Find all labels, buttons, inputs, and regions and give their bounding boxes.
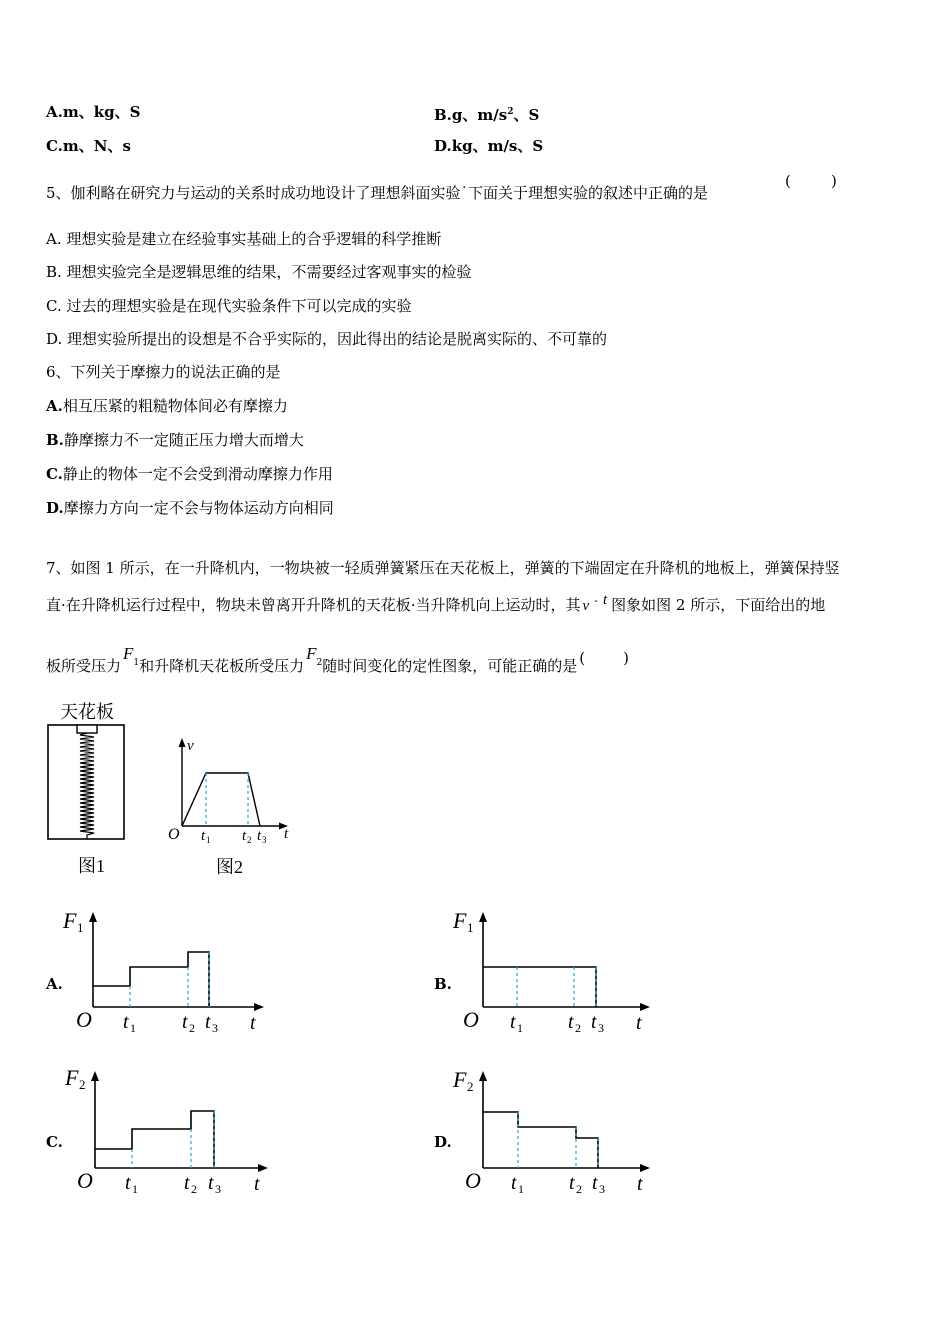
figure-1-spring <box>40 696 140 880</box>
svg-text:O: O <box>465 1168 481 1193</box>
svg-text:t: t <box>568 1011 574 1033</box>
figure-2-vt-graph <box>160 730 310 880</box>
q6-option-c: C.静止的物体一定不会受到滑动摩擦力作用 <box>46 465 333 483</box>
svg-text:2: 2 <box>575 1021 581 1035</box>
svg-text:t: t <box>125 1172 131 1194</box>
q4-option-b: B.g、$m/s^2$、S <box>434 106 540 124</box>
graph-option-a <box>60 904 280 1040</box>
svg-text:t: t <box>184 1172 190 1194</box>
graph-option-c-label: C. <box>46 1133 63 1151</box>
block <box>77 725 97 733</box>
q4-option-c: C.m、N、s <box>46 137 131 155</box>
svg-text:t: t <box>201 828 206 844</box>
figure-2-caption: 图2 <box>216 857 243 877</box>
q5-option-b: B. 理想实验完全是逻辑思维的结果，不需要经过客观事实的检验 <box>46 263 472 281</box>
svg-text:t: t <box>250 1012 256 1034</box>
graph-option-c <box>60 1063 280 1199</box>
svg-text:1: 1 <box>518 1182 524 1196</box>
graph-option-b-label: B. <box>434 975 452 993</box>
svg-text:F: F <box>453 908 467 933</box>
svg-text:F: F <box>65 1065 79 1090</box>
svg-text:1: 1 <box>77 920 84 935</box>
q5-option-c: C. 过去的理想实验是在现代实验条件下可以完成的实验 <box>46 297 412 315</box>
q7-line-2: 直·在升降机运行过程中，物块未曾离开升降机的天花板·当升降机向上运动时，其 v - t 图象如图 2 所示，下面给出的地 <box>46 592 826 614</box>
svg-text:1: 1 <box>130 1021 136 1035</box>
q5-option-d: D. 理想实验所提出的设想是不合乎实际的，因此得出的结论是脱离实际的、不可靠的 <box>46 330 608 348</box>
svg-text:t: t <box>636 1012 642 1034</box>
svg-text:3: 3 <box>599 1182 605 1196</box>
q4-option-a: A.m、kg、S <box>46 103 141 121</box>
q5-paren-close: ) <box>831 172 837 190</box>
svg-text:3: 3 <box>212 1021 218 1035</box>
svg-text:2: 2 <box>191 1182 197 1196</box>
q6-stem: 6、下列关于摩擦力的说法正确的是 <box>46 363 281 381</box>
q7-line-1: 7、如图 1 所示，在一升降机内，一物块被一轻质弹簧紧压在天花板上，弹簧的下端固定在升降机的地板上，弹簧保持竖 <box>46 559 840 577</box>
svg-text:3: 3 <box>215 1182 221 1196</box>
q5-stem: 5、伽利略在研究力与运动的关系时成功地设计了理想斜面实验˙下面关于理想实验的叙述中正确的是 <box>46 184 709 202</box>
svg-text:O: O <box>77 1168 93 1193</box>
q4-option-d: D.kg、m/s、S <box>434 137 544 155</box>
svg-text:1: 1 <box>467 920 474 935</box>
ceiling-label: 天花板 <box>60 702 114 722</box>
svg-text:t: t <box>123 1011 129 1033</box>
q5-paren-open: ( <box>785 172 791 190</box>
q6-option-b: B.静摩擦力不一定随正压力增大而增大 <box>46 431 304 449</box>
svg-text:3: 3 <box>598 1021 604 1035</box>
svg-text:t: t <box>569 1172 575 1194</box>
svg-text:O: O <box>76 1007 92 1032</box>
q7-line-3: 板所受压力$F_1$和升降机天花板所受压力$F_2$随时间变化的定性图象，可能正确的是 ( ) <box>46 644 630 675</box>
svg-text:2: 2 <box>79 1077 86 1092</box>
svg-text:t: t <box>182 1011 188 1033</box>
svg-text:2: 2 <box>189 1021 195 1035</box>
svg-text:2: 2 <box>576 1182 582 1196</box>
svg-text:t: t <box>511 1172 517 1194</box>
svg-text:t: t <box>637 1173 643 1195</box>
spring-coil <box>80 733 94 839</box>
q6-option-d: D.摩擦力方向一定不会与物体运动方向相同 <box>46 499 334 517</box>
svg-text:1: 1 <box>206 835 211 845</box>
svg-text:t: t <box>284 826 289 842</box>
svg-text:1: 1 <box>517 1021 523 1035</box>
svg-text:3: 3 <box>262 835 267 845</box>
svg-text:t: t <box>205 1011 211 1033</box>
graph-option-a-label: A. <box>46 975 63 993</box>
svg-text:t: t <box>254 1173 260 1195</box>
graph-option-d-label: D. <box>434 1133 452 1151</box>
svg-text:t: t <box>257 828 262 844</box>
svg-text:F: F <box>63 908 77 933</box>
svg-text:t: t <box>591 1011 597 1033</box>
svg-text:1: 1 <box>132 1182 138 1196</box>
q5-option-a: A. 理想实验是建立在经验事实基础上的合乎逻辑的科学推断 <box>46 230 442 248</box>
svg-text:t: t <box>242 828 247 844</box>
figure-1-caption: 图1 <box>78 856 105 876</box>
svg-text:O: O <box>463 1007 479 1032</box>
graph-option-d <box>448 1063 668 1199</box>
svg-text:t: t <box>510 1011 516 1033</box>
svg-text:t: t <box>208 1172 214 1194</box>
q6-option-a: A.相互压紧的粗糙物体间必有摩擦力 <box>46 397 288 415</box>
svg-text:2: 2 <box>247 835 252 845</box>
svg-text:2: 2 <box>467 1079 474 1094</box>
svg-text:t: t <box>592 1172 598 1194</box>
svg-text:v: v <box>187 738 194 754</box>
graph-option-b <box>448 904 668 1040</box>
svg-text:O: O <box>168 826 180 843</box>
svg-text:F: F <box>453 1067 467 1092</box>
